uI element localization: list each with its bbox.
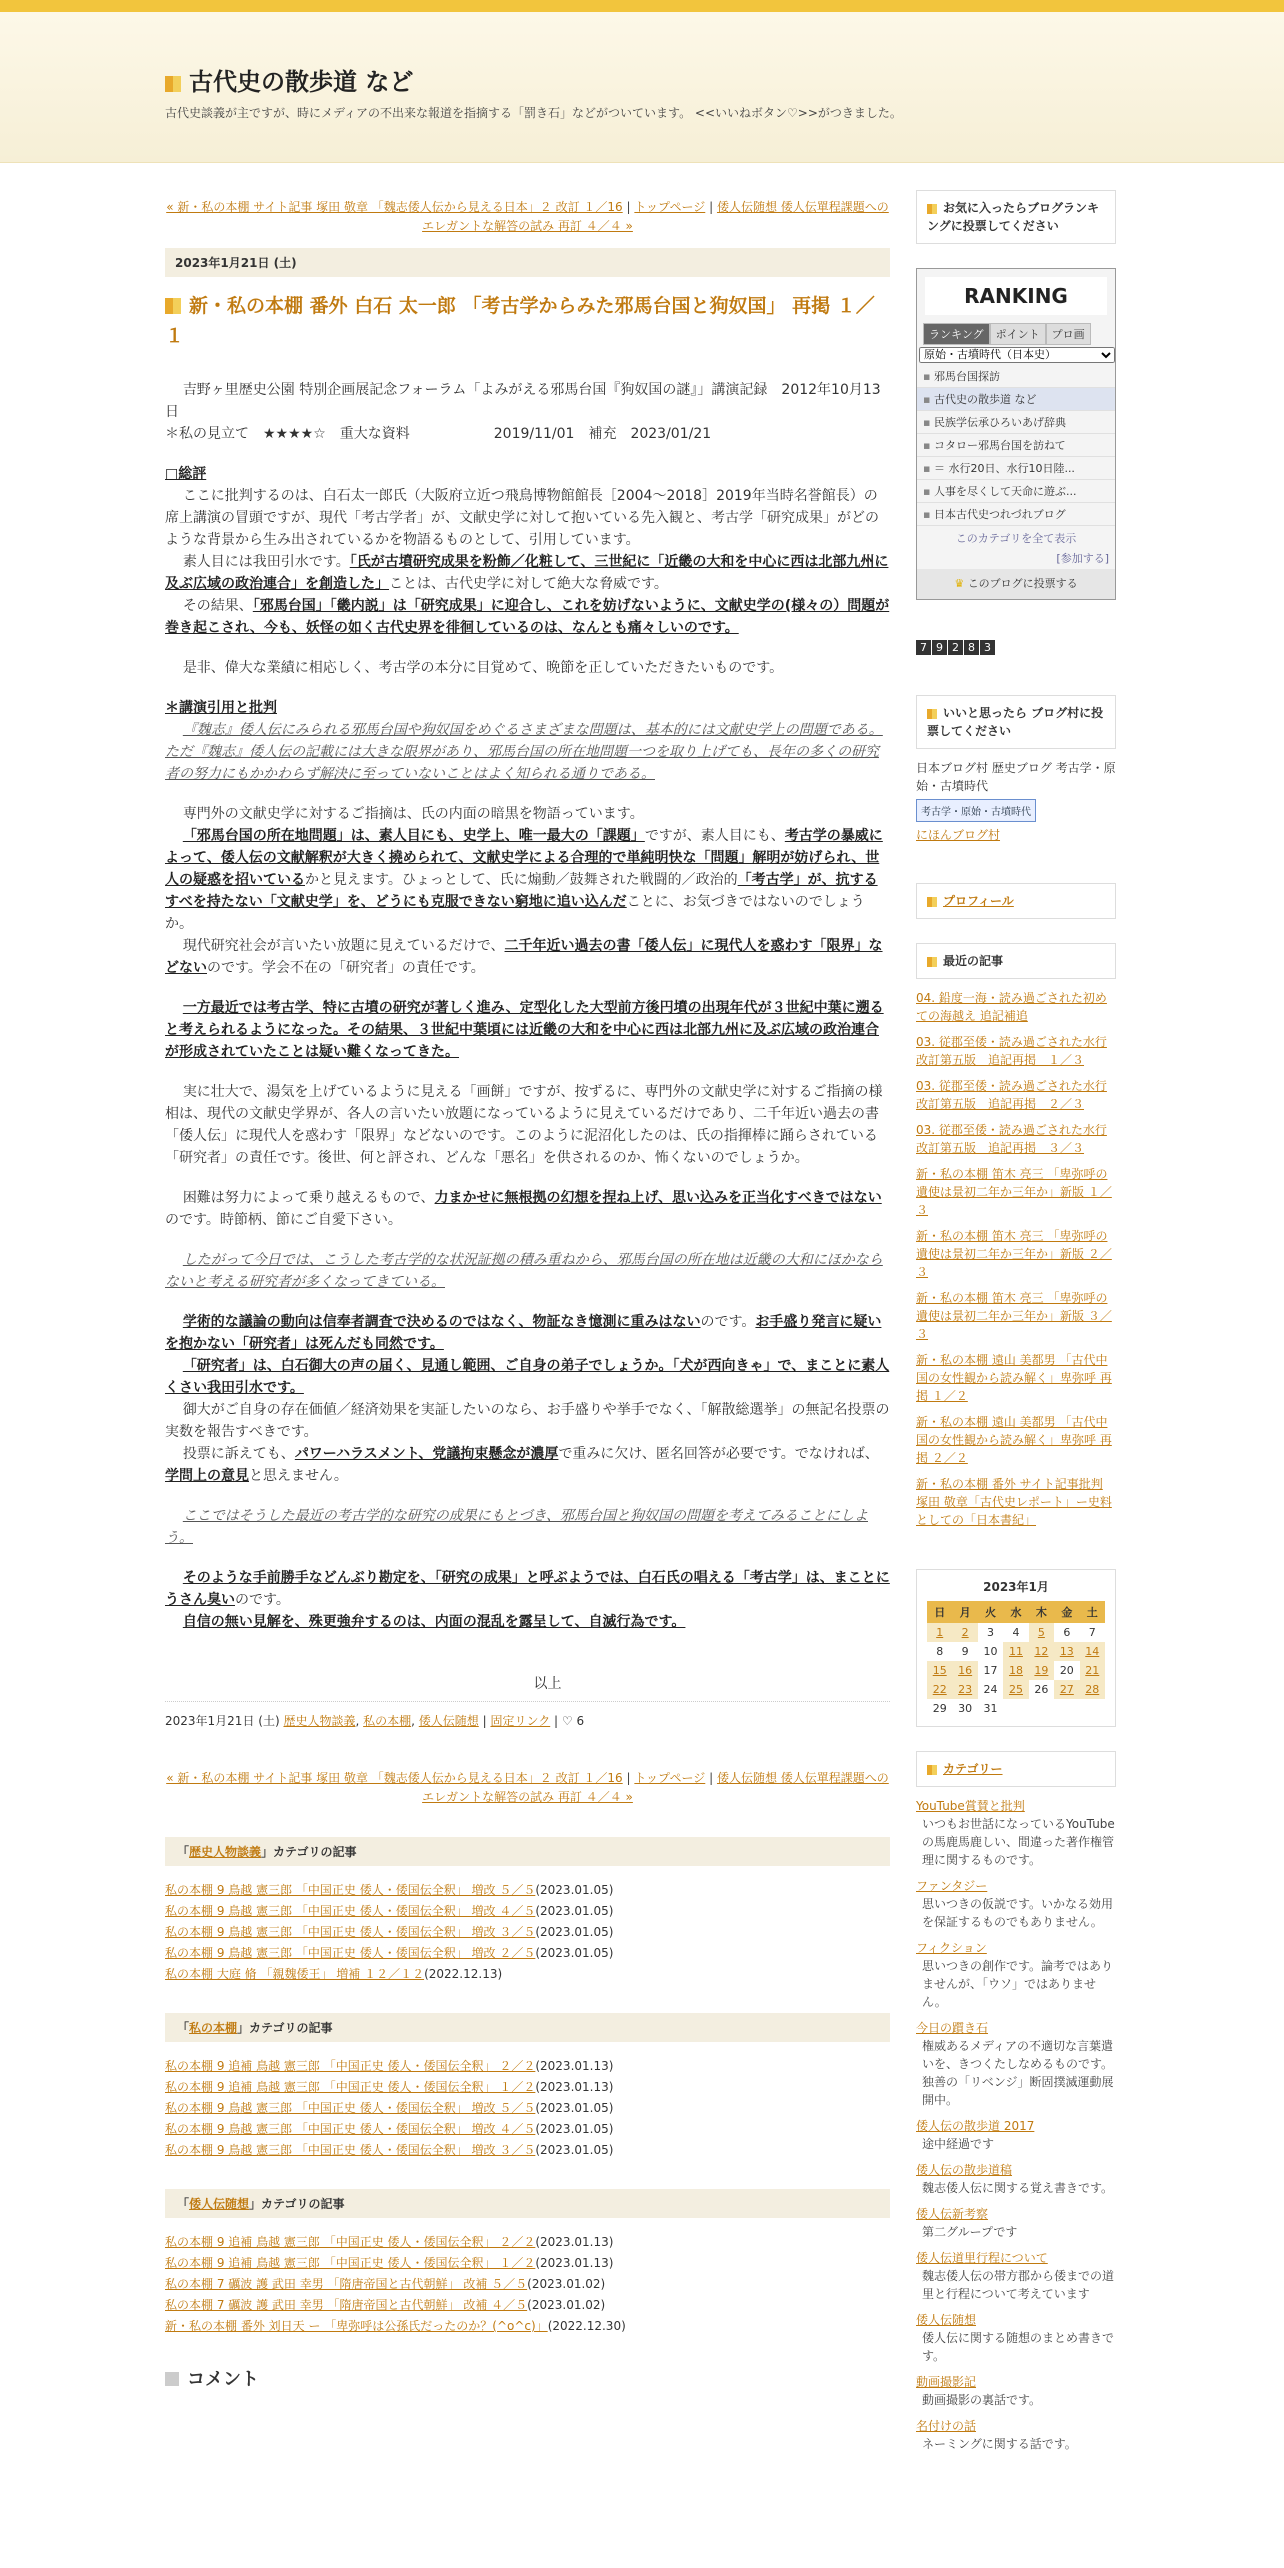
ranking-join-link[interactable]: [参加する] bbox=[1056, 552, 1109, 565]
category-link[interactable]: 倭人伝の散歩道稿 bbox=[916, 2163, 1013, 2177]
related-heading-suffix: 」カテゴリの記事 bbox=[249, 2197, 345, 2211]
calendar-day[interactable]: 12 bbox=[1029, 1642, 1054, 1661]
ranking-row[interactable] bbox=[917, 388, 1115, 411]
recent-post-link[interactable]: 新・私の本棚 笛木 亮三 「卑弥呼の遺使は景初二年か三年か」新版 ２／３ bbox=[916, 1229, 1112, 1279]
widget-square-icon bbox=[927, 204, 937, 214]
heading-square-icon bbox=[165, 2372, 179, 2386]
ranking-row[interactable] bbox=[917, 503, 1115, 526]
paragraph: 吉野ヶ里歴史公園 特別企画展記念フォーラム「よみがえる邪馬台国『狗奴国の謎』」講演記録 2012年10月13日 ＊私の見立て ★★★★☆ 重大な資料 2019/11/01 補充 2023/01/21 bbox=[165, 382, 881, 442]
widget-square-icon bbox=[927, 709, 937, 719]
paragraph: □総評 ここに批判するのは、白石太一郎氏（大阪府立近つ飛鳥博物館館長［2004～2018］2019年当時名誉館長）の席上講演の冒頭ですが、現代「考古学者」が、文献史学に対して抱いている先入観と、考古学「研究成果」がどのような背景から生み出されているかを物語るものとして、引用しています。 素人目には我田引水です。「氏が古墳研究成果を粉飾／化粧して、三世紀に「近畿の大和を中心に西は北部九州に及ぶ広域の政治連合」を創造した」ことは、古代史学に対して絶大な脅威です。 その結果、「邪馬台国」「畿内説」は「研究成果」に迎合し、これを妨げないように、文献史学の(様々の）問題が巻き起こされ、今も、妖怪の如く古代史界を徘徊しているのは、なんとも痛々しいのです。 bbox=[165, 466, 890, 636]
list-item bbox=[165, 2077, 890, 2098]
calendar-widget bbox=[916, 1569, 1116, 1727]
village-badge[interactable]: 考古学・原始・古墳時代 bbox=[916, 799, 1036, 822]
recent-post-link[interactable]: 04. 鉛度一海・読み過ごされた初めての海越え 追記補追 bbox=[916, 991, 1107, 1023]
ranking-tabs bbox=[923, 323, 1109, 345]
related-articles bbox=[165, 1837, 890, 2337]
heart-icon: ♡ bbox=[561, 1714, 573, 1728]
ranking-row[interactable] bbox=[917, 365, 1115, 388]
related-article-date: (2023.01.13) bbox=[535, 2080, 614, 2094]
related-article-date: (2023.01.05) bbox=[535, 1925, 614, 1939]
related-article-link[interactable]: 私の本棚 9 追補 鳥越 憲三郎 「中国正史 倭人・倭国伝全釈」 ２／２ bbox=[165, 2059, 536, 2073]
category-description: 途中経過です bbox=[922, 2137, 995, 2151]
related-category-link[interactable]: 歴史人物談義 bbox=[189, 1845, 262, 1859]
list-item bbox=[165, 2274, 890, 2295]
calendar-weekday: 火 bbox=[978, 1601, 1003, 1623]
widget-square-icon bbox=[927, 897, 937, 907]
footer-category-link[interactable]: 私の本棚 bbox=[363, 1714, 412, 1728]
related-article-date: (2023.01.05) bbox=[535, 2143, 614, 2157]
related-heading-suffix: 」カテゴリの記事 bbox=[237, 2021, 333, 2035]
related-article-date: (2023.01.05) bbox=[535, 1883, 614, 1897]
ranking-row[interactable] bbox=[917, 480, 1115, 503]
related-article-date: (2023.01.02) bbox=[527, 2298, 606, 2312]
recent-post-link[interactable]: 新・私の本棚 遠山 美都男 「古代中国の女性観から読み解く」卑弥呼 再掲 ２／２ bbox=[916, 1415, 1112, 1465]
calendar-day: 17 bbox=[983, 1664, 998, 1677]
related-article-date: (2023.01.05) bbox=[535, 1904, 614, 1918]
related-article-link[interactable]: 私の本棚 9 鳥越 憲三郎 「中国正史 倭人・倭国伝全釈」 増改 ５／５ bbox=[165, 2101, 536, 2115]
category-description: 権威あるメディアの不適切な言葉遣いを、きつくたしなめるものです。独善の「リベンジ」断固撲滅運動展開中。 bbox=[922, 2039, 1114, 2107]
related-article-link[interactable]: 私の本棚 9 鳥越 憲三郎 「中国正史 倭人・倭国伝全釈」 増改 ３／５ bbox=[165, 1925, 536, 1939]
calendar-weekday: 月 bbox=[952, 1601, 977, 1623]
related-article-date: (2023.01.05) bbox=[535, 2101, 614, 2115]
calendar-day: 31 bbox=[983, 1702, 998, 1715]
footer-category-link[interactable]: 倭人伝随想 bbox=[418, 1714, 479, 1728]
related-article-link[interactable]: 私の本棚 大庭 脩 「親魏倭王」 増補 １２／１２ bbox=[165, 1967, 425, 1981]
calendar-day[interactable]: 1 bbox=[927, 1623, 952, 1642]
recent-post-link[interactable]: 新・私の本棚 番外 サイト記事批判 塚田 敬章「古代史レポート」ー史料としての「日本書紀」 bbox=[916, 1477, 1112, 1527]
calendar-day[interactable]: 2 bbox=[952, 1623, 977, 1642]
ranking-row-label[interactable]: 古代史の散歩道 など bbox=[933, 393, 1037, 406]
site-header bbox=[0, 12, 1284, 163]
post-body bbox=[165, 379, 890, 1633]
related-article-date: (2023.01.13) bbox=[535, 2256, 614, 2270]
site-title[interactable]: 古代史の散歩道 など bbox=[165, 62, 413, 97]
ranking-row-label[interactable]: コタロー邪馬台国を訪ねて bbox=[933, 439, 1066, 452]
calendar-day[interactable]: 5 bbox=[1029, 1623, 1054, 1642]
ranking-list bbox=[917, 365, 1115, 526]
category-link[interactable]: フィクション bbox=[916, 1941, 987, 1955]
paragraph: そのような手前勝手などんぶり勘定を、「研究の成果」と呼ぶようでは、白石氏の唱える「考古学」は、まことにうさん臭いのです。 自信の無い見解を、殊更強弁するのは、内面の混乱を露呈して、自滅行為です。 bbox=[165, 1570, 890, 1630]
related-list bbox=[165, 1880, 890, 1985]
profile-widget bbox=[916, 883, 1116, 919]
category-link[interactable]: 名付けの話 bbox=[916, 2419, 977, 2433]
category-link[interactable]: YouTube賞賛と批判 bbox=[916, 1799, 1025, 1813]
next-post-link[interactable]: 倭人伝随想 倭人伝單程課題へのエレガントな解答の試み 再訂 ４／４ » bbox=[422, 1771, 889, 1804]
calendar-week bbox=[927, 1623, 1105, 1642]
list-item bbox=[165, 1922, 890, 1943]
paragraph: 是非、偉大な業績に相応しく、考古学の本分に目覚めて、晩節を正していただきたいものです。 bbox=[182, 660, 784, 676]
calendar-title: 2023年1月 bbox=[983, 1580, 1049, 1594]
calendar-day[interactable]: 15 bbox=[927, 1661, 952, 1680]
calendar-day[interactable]: 25 bbox=[1003, 1680, 1028, 1699]
calendar-week bbox=[927, 1642, 1105, 1661]
village-link[interactable]: にほんブログ村 bbox=[916, 828, 1001, 842]
list-item bbox=[165, 2295, 890, 2316]
calendar-week bbox=[927, 1680, 1105, 1699]
ranking-tab[interactable]: ランキング bbox=[923, 323, 990, 345]
calendar-day bbox=[1080, 1699, 1105, 1718]
calendar-week bbox=[927, 1661, 1105, 1680]
ranking-row[interactable] bbox=[917, 434, 1115, 457]
related-category-link[interactable]: 倭人伝随想 bbox=[189, 2197, 250, 2211]
ranking-tab[interactable]: プロ画 bbox=[1046, 323, 1091, 345]
title-square-icon bbox=[165, 76, 181, 92]
related-list bbox=[165, 2232, 890, 2337]
category-link[interactable]: 今日の躓き石 bbox=[916, 2021, 989, 2035]
ranking-tab[interactable]: ポイント bbox=[990, 323, 1046, 345]
category-link[interactable]: 動画撮影記 bbox=[916, 2375, 977, 2389]
access-counter: 7 9 2 8 3 bbox=[916, 640, 1116, 655]
permalink[interactable]: 固定リンク bbox=[490, 1714, 551, 1728]
prev-post-link[interactable]: « 新・私の本棚 サイト記事 塚田 敬章 「魏志倭人伝から見える日本」２ 改訂 １／16 bbox=[166, 1771, 623, 1785]
widget-square-icon bbox=[927, 957, 937, 967]
category-widget-title: カテゴリー bbox=[916, 1751, 1116, 1787]
related-heading: 「歴史人物談義」カテゴリの記事 bbox=[165, 1837, 890, 1866]
category-link[interactable]: 倭人伝の散歩道 2017 bbox=[916, 2119, 1035, 2133]
related-article-link[interactable]: 私の本棚 9 鳥越 憲三郎 「中国正史 倭人・倭国伝全釈」 増改 ４／５ bbox=[165, 1904, 536, 1918]
calendar-day: 10 bbox=[983, 1645, 998, 1658]
village-widget bbox=[916, 759, 1116, 843]
post-date: 2023年1月21日 (土) bbox=[165, 248, 890, 277]
calendar-week bbox=[927, 1699, 1105, 1718]
list-item bbox=[165, 1880, 890, 1901]
list-item bbox=[165, 1943, 890, 1964]
recent-post-link[interactable]: 新・私の本棚 笛木 亮三 「卑弥呼の遺使は景初二年か三年か」新版 ３／３ bbox=[916, 1291, 1112, 1341]
like-button[interactable]: ♡ 6 bbox=[561, 1714, 585, 1728]
top-accent-bar bbox=[0, 0, 1284, 12]
paragraph: ＊講演引用と批判 『魏志』倭人伝にみられる邪馬台国や狗奴国をめぐるさまざまな問題は、基本的には文献史学上の問題である。ただ『魏志』倭人伝の記載には大きな限界があり、邪馬台国の所在地問題一つを取り上げても、長年の多くの研究者の努力にもかかわらず解決に至っていないことはよく知られる通りである。 bbox=[165, 700, 883, 782]
list-item bbox=[165, 2316, 890, 2337]
category-description: 魏志倭人伝の帯方郡から倭までの道里と行程について考えています bbox=[922, 2269, 1115, 2301]
calendar-weekday: 木 bbox=[1029, 1601, 1054, 1623]
recent-posts-list bbox=[916, 989, 1116, 1529]
calendar-day[interactable]: 21 bbox=[1080, 1661, 1105, 1680]
ranking-row-label[interactable]: 邪馬台国探訪 bbox=[933, 370, 1000, 383]
paragraph: ここではそうした最近の考古学的な研究の成果にもとづき、邪馬台国と狗奴国の問題を考えてみることにしよう。 bbox=[165, 1508, 868, 1546]
category-link[interactable]: 倭人伝随想 bbox=[916, 2313, 977, 2327]
calendar-day[interactable]: 22 bbox=[927, 1680, 952, 1699]
category-description: いつもお世話になっているYouTubeの馬鹿馬鹿しい、間違った著作権管理に関するものです。 bbox=[922, 1817, 1115, 1867]
calendar-day[interactable]: 28 bbox=[1080, 1680, 1105, 1699]
related-article-link[interactable]: 私の本棚 7 礪波 護 武田 幸男 「隋唐帝国と古代朝鮮」 改補 ５／５ bbox=[165, 2277, 528, 2291]
related-article-date: (2022.12.13) bbox=[424, 1967, 503, 1981]
ranking-thumb-icon: ▪ bbox=[923, 416, 934, 429]
paragraph: 困難は努力によって乗り越えるもので、力まかせに無根拠の幻想を捏ね上げ、思い込みを正当化すべきではないのです。時節柄、節にご自愛下さい。 bbox=[165, 1190, 882, 1228]
recent-post-link[interactable]: 新・私の本棚 笛木 亮三 「卑弥呼の遺使は景初二年か三年か」新版 １／３ bbox=[916, 1167, 1112, 1217]
calendar-day: 7 bbox=[1088, 1626, 1096, 1639]
related-category-link[interactable]: 私の本棚 bbox=[189, 2021, 238, 2035]
ranking-thumb-icon: ▪ bbox=[923, 485, 934, 498]
calendar-day: 4 bbox=[1012, 1626, 1020, 1639]
title-square-icon bbox=[165, 298, 181, 314]
calendar-day: 29 bbox=[932, 1702, 947, 1715]
calendar-weekday: 土 bbox=[1080, 1601, 1105, 1623]
ranking-more-link[interactable]: このカテゴリを全て表示 bbox=[955, 532, 1077, 545]
ranking-widget bbox=[916, 268, 1116, 600]
ranking-row-label[interactable]: 民族学伝承ひろいあげ辞典 bbox=[933, 416, 1066, 429]
paragraph: 実に壮大で、湯気を上げているように見える「画餅」ですが、按ずるに、専門外の文献史学に対するご指摘の様相は、現代の文献史学界が、各人の言いたい放題になっているように見えているだけであり、二千年近い過去の書「倭人伝」に現代人を惑わす「限界」などないのです。このように泥沼化したのは、氏の指揮棒に踊らされている「研究者」の責任です。後世、何と評され、どんな「悪名」を供されるのか、怖くないのでしょうか。 bbox=[165, 1084, 883, 1166]
calendar-day[interactable]: 19 bbox=[1029, 1661, 1054, 1680]
related-article-link[interactable]: 私の本棚 9 追補 鳥越 憲三郎 「中国正史 倭人・倭国伝全釈」 １／２ bbox=[165, 2256, 536, 2270]
ranking-logo[interactable]: RANKING bbox=[925, 277, 1107, 315]
post-end-mark: 以上 bbox=[533, 1676, 562, 1692]
related-heading: 「私の本棚」カテゴリの記事 bbox=[165, 2013, 890, 2042]
ranking-vote-button[interactable]: ♛ このブログに投票する bbox=[917, 569, 1115, 599]
site-description: 古代史談義が主ですが、時にメディアの不出来な報道を指摘する「罰き石」などがついています。 <<いいねボタン♡>>がつきました。 bbox=[165, 106, 902, 120]
related-article-link[interactable]: 私の本棚 7 礪波 護 武田 幸男 「隋唐帝国と古代朝鮮」 改補 ４／５ bbox=[165, 2298, 528, 2312]
category-link[interactable]: ファンタジー bbox=[916, 1879, 988, 1893]
post-nav: « 新・私の本棚 サイト記事 塚田 敬章 「魏志倭人伝から見える日本」２ 改訂 １／16 | トップページ | 倭人伝随想 倭人伝單程課題へのエレガントな解答の試み 再訂 ４／４ » bbox=[166, 200, 889, 233]
related-article-link[interactable]: 私の本棚 9 鳥越 憲三郎 「中国正史 倭人・倭国伝全釈」 増改 ４／５ bbox=[165, 2122, 536, 2136]
category-description: ネーミングに関する話です。 bbox=[922, 2437, 1077, 2451]
list-item bbox=[165, 2098, 890, 2119]
recent-post-link[interactable]: 03. 従郡至倭・読み過ごされた水行 改訂第五版 追記再掲 ３／３ bbox=[916, 1123, 1107, 1155]
related-article-date: (2023.01.02) bbox=[527, 2277, 606, 2291]
ranking-row-label[interactable]: 日本古代史つれづれブログ bbox=[933, 508, 1066, 521]
calendar-day[interactable]: 14 bbox=[1080, 1642, 1105, 1661]
related-article-link[interactable]: 私の本棚 9 鳥越 憲三郎 「中国正史 倭人・倭国伝全釈」 増改 ５／５ bbox=[165, 1883, 536, 1897]
village-widget-title: いいと思ったら ブログ村に投票してください bbox=[916, 695, 1116, 749]
ranking-row[interactable] bbox=[917, 457, 1115, 480]
calendar-day: 26 bbox=[1034, 1683, 1049, 1696]
paragraph: 学術的な議論の動向は信奉者調査で決めるのではなく、物証なき憶測に重みはないのです。お手盛り発言に疑いを抱かない「研究者」は死んだも同然です。 「研究者」は、白石御大の声の届く、見通し範囲、ご自身の弟子でしょうか。「犬が西向きゃ」で、まことに素人くさい我田引水です。 御大がご自身の存在価値／経済効果を実証したいのなら、お手盛りや挙手でなく、「解散総選挙」の無記名投票の実数を報告すべきです。 投票に訴えても、パワーハラスメント、党議拘束懸念が濃厚で重みに欠け、匿名回答が必要です。でなければ、学問上の意見と思えません。 bbox=[165, 1314, 890, 1484]
calendar-day[interactable]: 11 bbox=[1003, 1642, 1028, 1661]
category-description: 倭人伝に関する随想のまとめ書きです。 bbox=[922, 2331, 1115, 2363]
category-description: 動画撮影の裏話です。 bbox=[922, 2393, 1042, 2407]
ranking-category-select[interactable] bbox=[919, 347, 1115, 363]
category-description: 魏志倭人伝に関する覚え書きです。 bbox=[922, 2181, 1114, 2195]
calendar-day bbox=[1003, 1699, 1028, 1718]
ranking-row[interactable] bbox=[917, 411, 1115, 434]
calendar-day: 9 bbox=[961, 1645, 969, 1658]
calendar-day: 24 bbox=[983, 1683, 998, 1696]
post-title[interactable]: 新・私の本棚 番外 白石 太一郎 「考古学からみた邪馬台国と狗奴国」 再掲 １／１ bbox=[165, 295, 875, 347]
main-column bbox=[165, 198, 890, 2391]
paragraph: 一方最近では考古学、特に古墳の研究が著しく進み、定型化した大型前方後円墳の出現年代が３世紀中葉に遡ると考えられるようになった。その結果、３世紀中葉頃には近畿の大和を中心に西は北部九州に及ぶ広域の政治連合が形成されていたことは疑い難くなってきた。 bbox=[165, 1000, 884, 1060]
calendar-day: 3 bbox=[987, 1626, 995, 1639]
top-page-link[interactable]: トップページ bbox=[634, 1771, 706, 1785]
list-item bbox=[165, 1901, 890, 1922]
related-article-date: (2023.01.13) bbox=[535, 2059, 614, 2073]
ranking-thumb-icon: ▪ bbox=[923, 508, 934, 521]
calendar-weekday: 日 bbox=[927, 1601, 952, 1623]
calendar-day[interactable]: 27 bbox=[1054, 1680, 1079, 1699]
related-article-link[interactable]: 私の本棚 9 鳥越 憲三郎 「中国正史 倭人・倭国伝全釈」 増改 ２／５ bbox=[165, 1946, 536, 1960]
calendar-day: 30 bbox=[958, 1702, 973, 1715]
category-link[interactable]: 倭人伝道里行程について bbox=[916, 2251, 1048, 2265]
profile-link[interactable]: プロフィール bbox=[943, 894, 1014, 908]
ranking-row-label[interactable]: 人事を尽くして天命に遊ぶ... bbox=[933, 485, 1077, 498]
crown-icon: ♛ bbox=[954, 577, 965, 590]
calendar-weekday: 金 bbox=[1054, 1601, 1079, 1623]
list-item bbox=[165, 2140, 890, 2161]
village-link-text[interactable]: 日本ブログ村 歴史ブログ 考古学・原始・古墳時代 bbox=[916, 761, 1116, 793]
related-article-link[interactable]: 私の本棚 9 追補 鳥越 憲三郎 「中国正史 倭人・倭国伝全釈」 ２／２ bbox=[165, 2235, 536, 2249]
related-article-date: (2022.12.30) bbox=[547, 2319, 626, 2333]
calendar-day[interactable]: 18 bbox=[1003, 1661, 1028, 1680]
related-article-link[interactable]: 新・私の本棚 番外 刘日天 ー 「卑弥呼は公孫氏だったのか？(^o^c)」 bbox=[165, 2319, 548, 2333]
recent-widget-title: 最近の記事 bbox=[916, 943, 1116, 979]
related-list bbox=[165, 2056, 890, 2161]
related-heading: 「倭人伝随想」カテゴリの記事 bbox=[165, 2189, 890, 2218]
ranking-row-label[interactable]: ＝ 水行20日、水行10日陸... bbox=[933, 462, 1075, 475]
related-heading-suffix: 」カテゴリの記事 bbox=[261, 1845, 357, 1859]
footer-category-link[interactable]: 歴史人物談義 bbox=[283, 1714, 356, 1728]
top-page-link[interactable]: トップページ bbox=[634, 200, 706, 214]
list-item bbox=[165, 2253, 890, 2274]
recent-post-link[interactable]: 03. 従郡至倭・読み過ごされた水行 改訂第五版 追記再掲 ２／３ bbox=[916, 1079, 1107, 1111]
prev-post-link[interactable]: « 新・私の本棚 サイト記事 塚田 敬章 「魏志倭人伝から見える日本」２ 改訂 １／16 bbox=[166, 200, 623, 214]
calendar-day: 6 bbox=[1063, 1626, 1071, 1639]
category-description: 思いつきの創作です。論考ではありませんが、「ウソ」ではありません。 bbox=[922, 1959, 1114, 2009]
widget-square-icon bbox=[927, 1765, 937, 1775]
category-link[interactable]: 倭人伝新考察 bbox=[916, 2207, 989, 2221]
comments-heading: コメント bbox=[165, 2365, 890, 2391]
list-item bbox=[165, 2056, 890, 2077]
list-item bbox=[165, 2119, 890, 2140]
recent-post-link[interactable]: 03. 従郡至倭・読み過ごされた水行 改訂第五版 追記再掲 １／３ bbox=[916, 1035, 1107, 1067]
related-article-date: (2023.01.05) bbox=[535, 1946, 614, 1960]
list-item bbox=[165, 1964, 890, 1985]
ranking-thumb-icon: ▪ bbox=[923, 370, 934, 383]
category-list bbox=[916, 1797, 1116, 2453]
sidebar bbox=[916, 190, 1116, 2461]
related-article-date: (2023.01.13) bbox=[535, 2235, 614, 2249]
calendar-day[interactable]: 16 bbox=[952, 1661, 977, 1680]
related-article-link[interactable]: 私の本棚 9 鳥越 憲三郎 「中国正史 倭人・倭国伝全釈」 増改 ３／５ bbox=[165, 2143, 536, 2157]
post-nav-bottom: « 新・私の本棚 サイト記事 塚田 敬章 「魏志倭人伝から見える日本」２ 改訂 １／16 | トップページ | 倭人伝随想 倭人伝單程課題へのエレガントな解答の試み 再訂 ４／４ » bbox=[166, 1771, 889, 1804]
ranking-thumb-icon: ▪ bbox=[923, 462, 934, 475]
category-description: 思いつきの仮説です。いかなる効用を保証するものでもありません。 bbox=[922, 1897, 1114, 1929]
list-item bbox=[165, 2232, 890, 2253]
calendar-day[interactable]: 13 bbox=[1054, 1642, 1079, 1661]
calendar-day: 20 bbox=[1059, 1664, 1074, 1677]
next-post-link[interactable]: 倭人伝随想 倭人伝單程課題へのエレガントな解答の試み 再訂 ４／４ » bbox=[422, 200, 889, 233]
recent-post-link[interactable]: 新・私の本棚 遠山 美都男 「古代中国の女性観から読み解く」卑弥呼 再掲 １／２ bbox=[916, 1353, 1112, 1403]
calendar-day bbox=[1054, 1699, 1079, 1718]
calendar-day[interactable]: 23 bbox=[952, 1680, 977, 1699]
post-footer: 2023年1月21日 (土) 歴史人物談義, 私の本棚, 倭人伝随想 | 固定リンク | ♡ 6 bbox=[165, 1701, 890, 1729]
related-article-link[interactable]: 私の本棚 9 追補 鳥越 憲三郎 「中国正史 倭人・倭国伝全釈」 １／２ bbox=[165, 2080, 536, 2094]
calendar-day bbox=[1029, 1699, 1054, 1718]
category-description: 第二グループです bbox=[922, 2225, 1018, 2239]
ranking-thumb-icon: ▪ bbox=[923, 439, 934, 452]
related-article-date: (2023.01.05) bbox=[535, 2122, 614, 2136]
paragraph: したがって今日では、こうした考古学的な状況証拠の積み重ねから、邪馬台国の所在地は近畿の大和にほかならないと考える研究者が多くなってきている。 bbox=[165, 1252, 883, 1290]
ranking-widget-title: お気に入ったらブログランキングに投票してください bbox=[916, 190, 1116, 244]
calendar-day: 8 bbox=[936, 1645, 944, 1658]
ranking-thumb-icon: ▪ bbox=[923, 393, 934, 406]
paragraph: 専門外の文献史学に対するご指摘は、氏の内面の暗黒を物語っています。 「邪馬台国の所在地問題」は、素人目にも、史学上、唯一最大の「課題」ですが、素人目にも、考古学の暴威によって、倭人伝の文献解釈が大きく撓められて、文献史学による合理的で単純明快な「問題」解明が妨げられ、世人の疑惑を招いているかと見えます。ひょっとして、氏に煽動／鼓舞された戦闘的／政治的「考古学」が、抗するすべを持たない「文献史学」を、どうにも克服できない窮地に追い込んだことに、お気づきではないのでしょうか。 現代研究社会が言いたい放題に見えているだけで、二千年近い過去の書「倭人伝」に現代人を惑わす「限界」などないのです。学会不在の「研究者」の責任です。 bbox=[165, 806, 883, 976]
calendar-weekday: 水 bbox=[1003, 1601, 1028, 1623]
